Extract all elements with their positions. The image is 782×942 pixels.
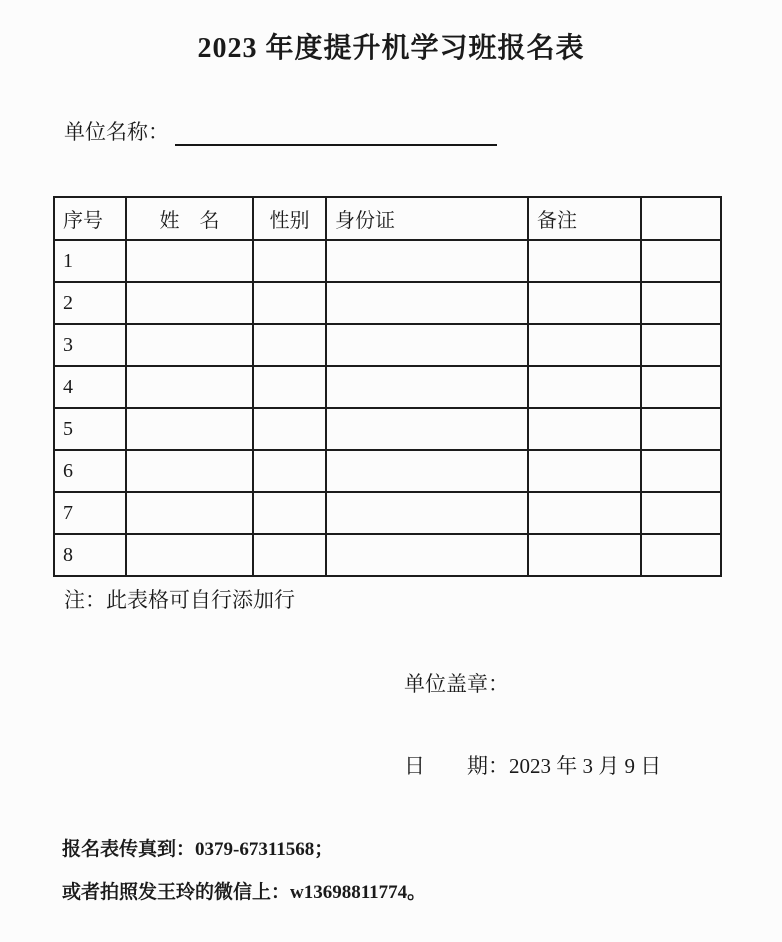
gender-cell <box>253 492 326 534</box>
table-row <box>54 492 721 534</box>
date-line <box>404 750 661 780</box>
name-cell <box>126 534 253 576</box>
extra-cell <box>641 282 721 324</box>
name-cell <box>126 240 253 282</box>
name-cell <box>126 324 253 366</box>
remarks-cell <box>528 492 641 534</box>
table-row <box>54 366 721 408</box>
row-number-cell: 2 <box>54 282 126 324</box>
gender-cell <box>253 450 326 492</box>
fax-contact-line: 报名表传真到：0379-67311568； <box>62 839 334 860</box>
header-cell-gender: 性别 <box>253 197 326 240</box>
id-card-cell <box>326 282 528 324</box>
row-number-cell: 5 <box>54 408 126 450</box>
unit-name-blank-underline <box>175 122 497 146</box>
remarks-cell <box>528 282 641 324</box>
extra-cell <box>641 492 721 534</box>
remarks-cell <box>528 324 641 366</box>
unit-name-line <box>64 116 497 146</box>
unit-name-label: 单位名称： <box>64 120 169 144</box>
id-card-cell <box>326 534 528 576</box>
name-cell <box>126 408 253 450</box>
extra-cell <box>641 324 721 366</box>
header-cell-id-card: 身份证 <box>326 197 528 240</box>
gender-cell <box>253 408 326 450</box>
document-title: 2023 年度提升机学习班报名表 <box>197 33 585 64</box>
row-number-cell: 7 <box>54 492 126 534</box>
id-card-cell <box>326 240 528 282</box>
gender-cell <box>253 282 326 324</box>
unit-seal-label: 单位盖章： <box>404 672 509 696</box>
extra-cell <box>641 366 721 408</box>
table-row <box>54 408 721 450</box>
extra-cell <box>641 240 721 282</box>
extra-cell <box>641 534 721 576</box>
header-cell-remarks: 备注 <box>528 197 641 240</box>
row-number-cell: 8 <box>54 534 126 576</box>
extra-cell <box>641 450 721 492</box>
table-header-row <box>54 197 721 240</box>
remarks-cell <box>528 534 641 576</box>
extra-cell <box>641 408 721 450</box>
date-value: 2023 年 3 月 9 日 <box>509 754 662 778</box>
name-cell <box>126 366 253 408</box>
row-number-cell: 4 <box>54 366 126 408</box>
table-row <box>54 282 721 324</box>
name-cell <box>126 450 253 492</box>
remarks-cell <box>528 450 641 492</box>
row-number-cell: 1 <box>54 240 126 282</box>
id-card-cell <box>326 366 528 408</box>
remarks-cell <box>528 366 641 408</box>
remarks-cell <box>528 408 641 450</box>
name-cell <box>126 282 253 324</box>
gender-cell <box>253 240 326 282</box>
wechat-contact-line: 或者拍照发王玲的微信上：w13698811774。 <box>62 882 427 903</box>
registration-table <box>53 196 722 577</box>
id-card-cell <box>326 492 528 534</box>
table-row <box>54 450 721 492</box>
id-card-cell <box>326 324 528 366</box>
table-row <box>54 534 721 576</box>
header-cell-name: 姓 名 <box>126 197 253 240</box>
table-note: 注：此表格可自行添加行 <box>64 588 295 612</box>
gender-cell <box>253 366 326 408</box>
header-cell-serial: 序号 <box>54 197 126 240</box>
header-cell-extra <box>641 197 721 240</box>
gender-cell <box>253 324 326 366</box>
row-number-cell: 6 <box>54 450 126 492</box>
id-card-cell <box>326 408 528 450</box>
date-label: 日 期： <box>404 754 509 778</box>
name-cell <box>126 492 253 534</box>
gender-cell <box>253 534 326 576</box>
row-number-cell: 3 <box>54 324 126 366</box>
id-card-cell <box>326 450 528 492</box>
table-row <box>54 324 721 366</box>
remarks-cell <box>528 240 641 282</box>
table-row <box>54 240 721 282</box>
